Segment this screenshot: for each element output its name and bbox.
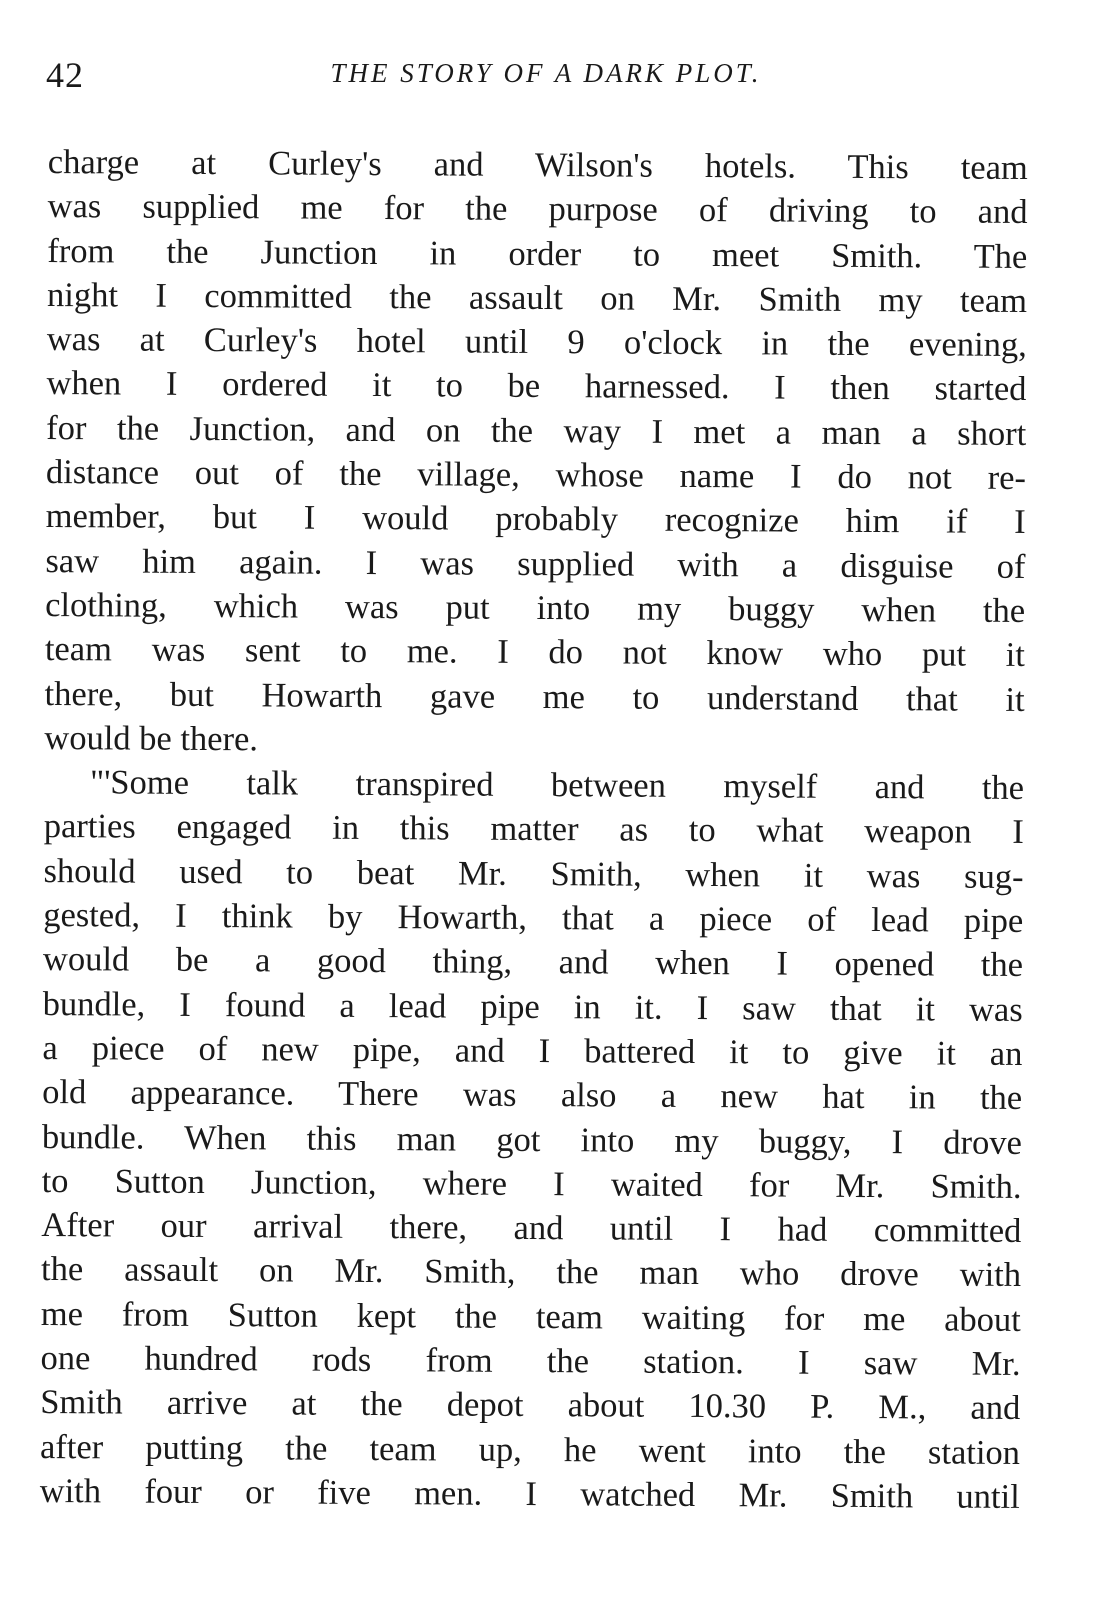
text-line: saw him again. I was supplied with a disguise of [45,541,1026,586]
text-line: bundle. When this man got into my buggy, I drove [41,1117,1023,1162]
text-line: member, but I would probably recognize him if I [45,497,1026,542]
text-line: the assault on Mr. Smith, the man who drove with [40,1250,1022,1295]
page-header [46,54,1046,104]
text-line: for the Junction, and on the way I met a man a short [46,408,1027,453]
text-line: would be there. [44,718,259,759]
text-line: bundle, I found a lead pipe in it. I saw that it was [42,984,1023,1029]
text-line: from the Junction in order to meet Smith. The [47,231,1028,276]
text-line: parties engaged in this matter as to what weapon I [43,807,1024,852]
text-line: distance out of the village, whose name I do not re- [45,453,1027,498]
body-text [40,140,1028,1519]
running-title: THE STORY OF A DARK PLOT. [330,58,762,88]
text-line: was at Curley's hotel until 9 o'clock in the evening, [46,320,1027,365]
text-line: with four or five men. I watched Mr. Smith until [39,1471,1020,1516]
text-line: charge at Curley's and Wilson's hotels. This team [47,142,1028,187]
text-line: gested, I think by Howarth, that a piece of lead pipe [43,896,1024,941]
text-line: should used to beat Mr. Smith, when it was sug- [43,851,1024,896]
page-number: 42 [46,55,84,95]
text-line: when I ordered it to be harnessed. I then started [46,364,1027,409]
text-line: to Sutton Junction, where I waited for Mr. Smith. [41,1161,1022,1206]
text-line: Smith arrive at the depot about 10.30 P. M., and [40,1383,1021,1428]
text-line: team was sent to me. I do not know who put it [44,630,1025,675]
text-line: After our arrival there, and until I had committed [41,1206,1022,1251]
text-line: was supplied me for the purpose of driving to and [47,187,1028,232]
text-line: old appearance. There was also a new hat in the [42,1073,1023,1118]
text-line: one hundred rods from the station. I saw Mr. [40,1338,1021,1383]
text-line: me from Sutton kept the team waiting for me about [40,1294,1021,1339]
text-line: after putting the team up, he went into the station [39,1427,1021,1472]
text-line: there, but Howarth gave me to understand that it [44,674,1025,719]
text-line: clothing, which was put into my buggy when the [45,585,1026,630]
text-line: a piece of new pipe, and I battered it to give it an [42,1028,1023,1073]
text-line: night I committed the assault on Mr. Smith my team [46,275,1028,320]
text-line: "'Some talk transpired between myself and the [89,763,1025,808]
text-line: would be a good thing, and when I opened the [42,940,1024,985]
